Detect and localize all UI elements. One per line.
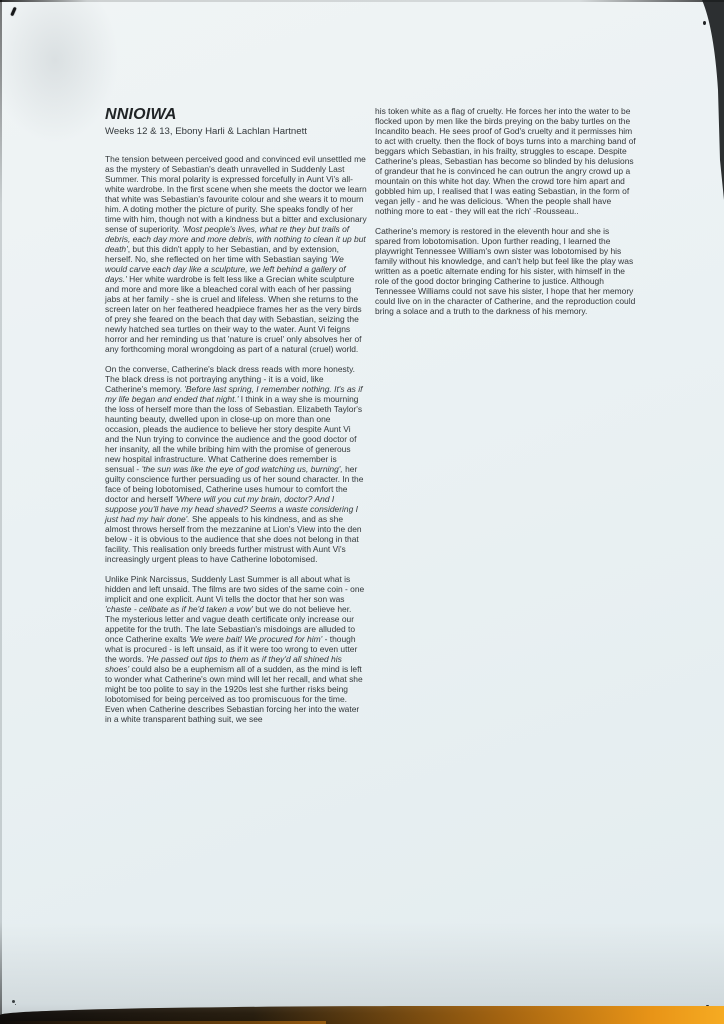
text-column-left [105,154,367,734]
page-subtitle: Weeks 12 & 13, Ebony Harli & Lachlan Hartnett [105,126,307,137]
paragraph: The tension between perceived good and convinced evil unsettled me as the mystery of Sebastian's death unravelled in Suddenly Last Summer. This moral polarity is expressed forcefully in Aunt Vi's all-white wardrobe. In the first scene when she meets the doctor we learn that white was Sebastian's favourite colour and she wears it to mourn him. A doting mother the picture of purity. She speaks fondly of her time with him, though not with a kindness but a bitter and exclusionary sense of superiority. 'Most people's lives, what re they but trails of debris, each day more and more debris, with nothing to clean it up but death', but this didn't apply to her Sebastian, and by extension, herself. No, she reflected on her time with Sebastian saying 'We would carve each day like a sculpture, we left behind a gallery of days.' Her white wardrobe is felt less like a Grecian white sculpture and more and more like a bleached coral with each of her passing jabs at her family - she is cruel and lifeless. When she returns to the screen later on her feathered headpiece frames her as the very birds of prey she feared on the beach that day with Sebastian, seizing the newly hatched sea turtles on their way to the water. Aunt Vi feigns horror and her reminding us that 'nature is cruel' only absolves her of any forthcoming moral wrongdoing as part of a natural (cruel) world. [105,154,367,354]
scanner-bed-strip [0,1006,724,1024]
text-column-right [375,106,637,326]
scan-speck [703,21,706,25]
masthead [105,106,368,138]
paragraph: his token white as a flag of cruelty. He forces her into the water to be flocked upon by men like the birds preying on the baby turtles on the Incandito beach. He sees proof of God's cruelty and it permisses him to act with cruelty. then the flock of boys turns into a marching band of beggars which Sebastian, in his frailty, struggles to escape. Despite Catherine's pleas, Sebastian has become so blinded by his delusions of grandeur that he is convinced he can outrun the angry crowd up a mountain on this white hot day. When the crowd tore him apart and gobbled him up, I realised that I was eating Sebastian, in the form of vegan jelly - and he was delicious. 'When the people shall have nothing more to eat - they will eat the rich' -Rousseau.. [375,106,636,216]
paragraph: Unlike Pink Narcissus, Suddenly Last Summer is all about what is hidden and left unsaid. The films are two sides of the same coin - one implicit and one explicit. Aunt Vi tells the doctor that her son was 'chaste - celibate as if he'd taken a vow' but we do not believe her. The mysterious letter and vague death certificate only increase our appetite for the truth. The late Sebastian's misdoings are alluded to once Catherine exalts 'We were bait! We procured for him' - though what is procured - is left unsaid, as if it were too wrong to even utter the words. 'He passed out tips to them as if they'd all shined his shoes' could also be a euphemism all of a sudden, as the mind is left to wonder what Catherine's own mind will let her recall, and what she might be too polite to say in the 1920s lest she further risks being lobotomised for being perceived as too promiscuous for the time. Even when Catherine describes Sebastian forcing her into the water in a white transparent bathing suit, we see [105,574,365,724]
paragraph: Catherine's memory is restored in the eleventh hour and she is spared from lobotomisation. Upon further reading, I learned the playwright Tennessee William's own sister was lobotomised by his family without his knowledge, and can't help but feel like the play was written as a poetic alternate ending for his sister, with himself in the role of the good doctor bringing Catherine to justice. Although Tennessee Williams could not save his sister, I hope that her memory could live on in the character of Catherine, and the reproduction could bring a solace and a truth to the darkness of his memory. [375,226,636,316]
page-title: NNIOIWA [105,106,177,123]
scan-speck [12,1000,15,1003]
scan-edge-right-corner [700,0,724,200]
paragraph: On the converse, Catherine's black dress reads with more honesty. The black dress is not portraying anything - it is a void, like Catherine's memory. 'Before last spring, I remember nothing. It's as if my life began and ended that night.' I think in a way she is mourning the loss of herself more than the loss of Sebastian. Elizabeth Taylor's haunting beauty, dwelled upon in close-up on more than one occasion, pleads the audience to believe her story despite Aunt Vi and the Nun trying to convince the audience and the good doctor of her insanity, all the while bribing him with the promise of generous new hospital infrastructure. What Catherine does remember is sensual - 'the sun was like the eye of god watching us, burning', her guilty conscience further persuading us of her sound character. In the face of being lobotomised, Catherine uses humour to comfort the doctor and herself 'Where will you cut my brain, doctor? And I suppose you'll have my head shaved? Seems a waste considering I just had my hair done'. She appeals to his kindness, and as she almost throws herself from the mezzanine at Lion's View into the den below - it is obvious to the audience that she does not belong in that facility. This realisation only breeds further mistrust with Aunt Vi's increasingly urgent pleas to have Catherine lobotomised. [105,364,364,564]
scan-edge-left [0,0,2,1024]
scan-edge-top [0,0,724,2]
